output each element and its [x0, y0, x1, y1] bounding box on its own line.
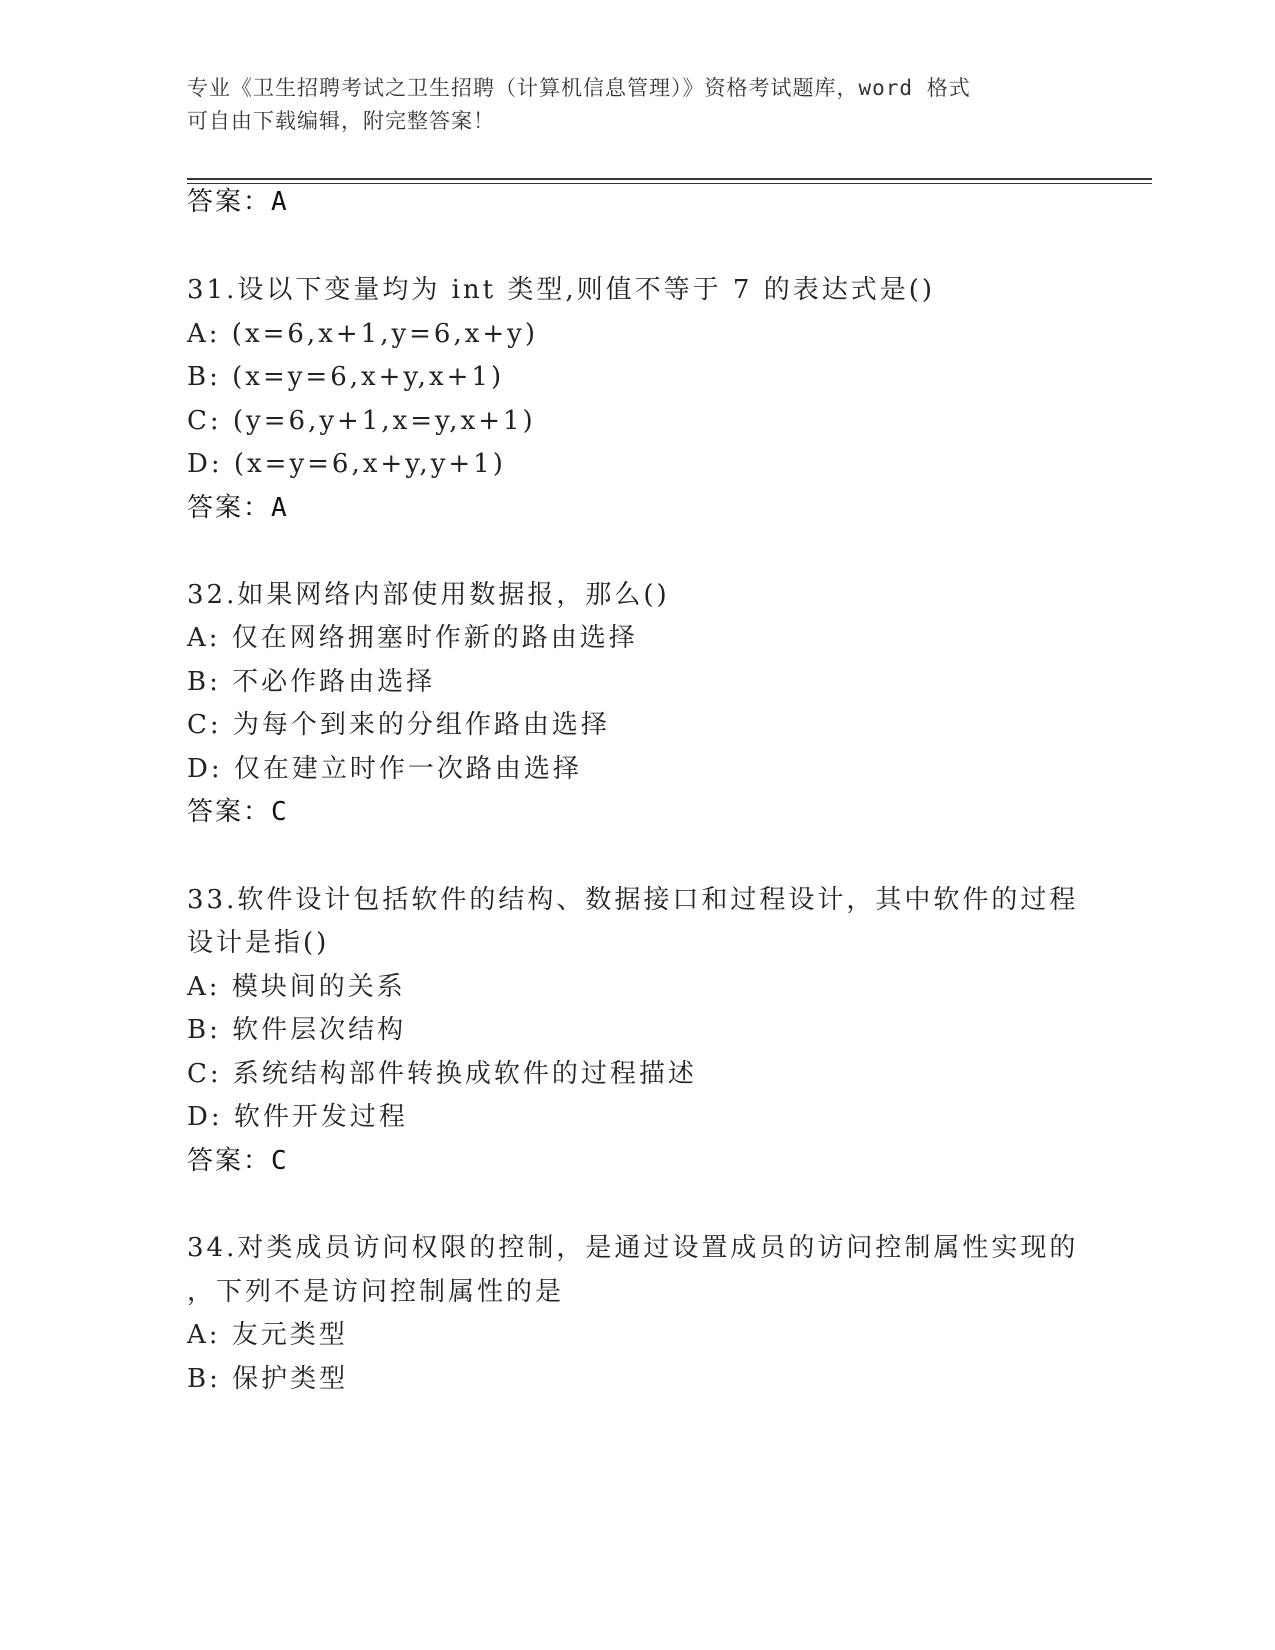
- question-34-option-a: A: 友元类型: [187, 1320, 348, 1350]
- header-line-2: 可自由下载编辑，附完整答案！: [187, 109, 495, 133]
- question-31-option-c: C: (y=6,y+1,x=y,x+1): [187, 406, 536, 436]
- question-33-option-a: A: 模块间的关系: [187, 972, 406, 1002]
- question-33-option-d: D: 软件开发过程: [187, 1102, 408, 1132]
- question-33-answer: 答案：C: [187, 1146, 289, 1176]
- header-line-1: 专业《卫生招聘考试之卫生招聘（计算机信息管理）》资格考试题库，word 格式: [187, 76, 971, 100]
- question-33-option-c: C: 系统结构部件转换成软件的过程描述: [187, 1059, 697, 1089]
- question-31-option-d: D: (x=y=6,x+y,y+1): [187, 449, 506, 479]
- question-34-option-b: B: 保护类型: [187, 1364, 349, 1394]
- question-33-stem-line-1: 33.软件设计包括软件的结构、数据接口和过程设计，其中软件的过程: [187, 885, 1079, 915]
- question-34-stem-line-2: ，下列不是访问控制属性的是: [187, 1277, 565, 1307]
- question-31-stem: 31.设以下变量均为 int 类型,则值不等于 7 的表达式是(): [187, 275, 936, 305]
- question-31-option-b: B: (x=y=6,x+y,x+1): [187, 362, 505, 392]
- question-34-stem-line-1: 34.对类成员访问权限的控制，是通过设置成员的访问控制属性实现的: [187, 1233, 1079, 1263]
- header-divider-thick: [187, 178, 1152, 180]
- question-32-option-c: C: 为每个到来的分组作路由选择: [187, 710, 610, 740]
- answer-previous: 答案：A: [187, 187, 289, 217]
- header-divider-thin: [187, 183, 1152, 184]
- question-32-option-d: D: 仅在建立时作一次路由选择: [187, 754, 582, 784]
- question-31-answer: 答案：A: [187, 493, 289, 523]
- question-32-answer: 答案：C: [187, 797, 289, 827]
- question-32-option-b: B: 不必作路由选择: [187, 667, 436, 697]
- document-header: [187, 72, 1067, 138]
- question-32-option-a: A: 仅在网络拥塞时作新的路由选择: [187, 623, 638, 653]
- question-33-option-b: B: 软件层次结构: [187, 1015, 407, 1045]
- question-31-option-a: A: (x=6,x+1,y=6,x+y): [187, 319, 539, 349]
- question-32-stem: 32.如果网络内部使用数据报，那么(): [187, 580, 670, 610]
- question-33-stem-line-2: 设计是指(): [187, 928, 330, 958]
